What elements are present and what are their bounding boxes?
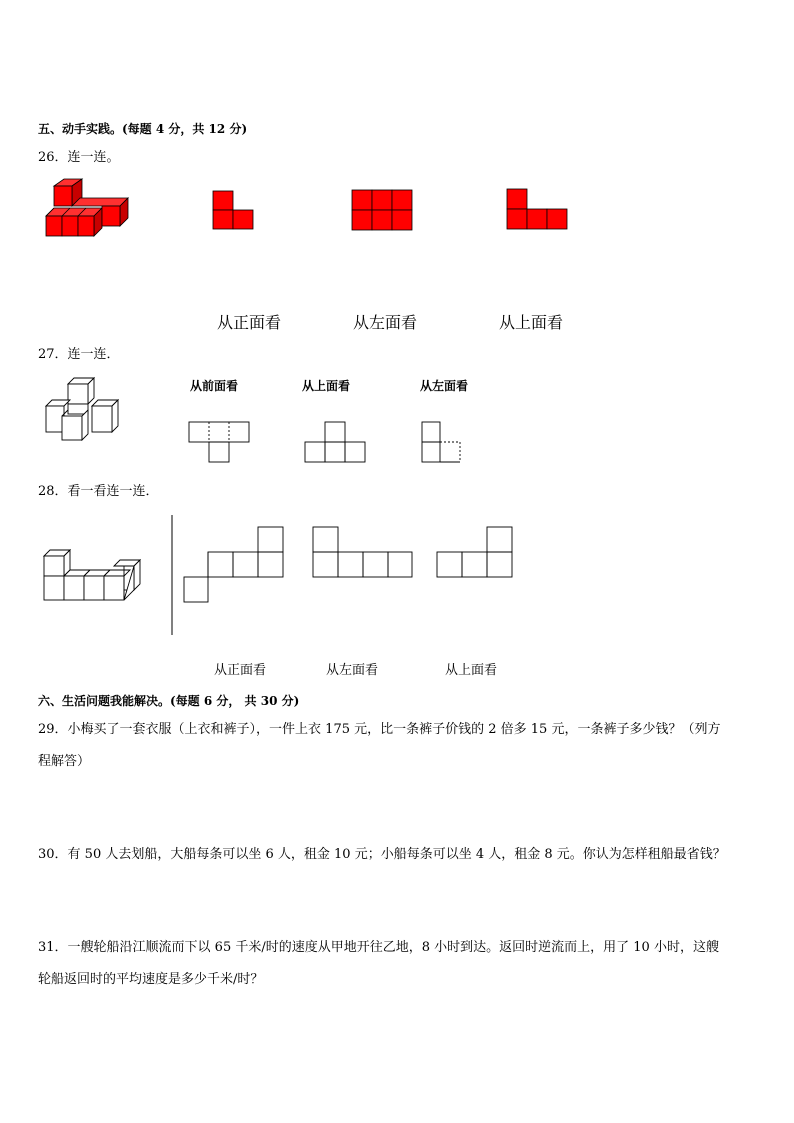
divider-line (171, 515, 173, 635)
red-view-l-shape-icon (212, 190, 254, 230)
q27-view-left: 从左面看 (420, 379, 469, 393)
section-5-title: 五、动手实践。(每题 4 分，共 12 分) (38, 122, 248, 136)
q27-view-front: 从前面看 (190, 379, 239, 393)
wireframe-cube-solid-icon (44, 376, 124, 442)
q28-view-left: 从左面看 (326, 663, 379, 678)
section-6-title: 六、生活问题我能解决。(每题 6 分， 共 30 分) (38, 694, 300, 708)
top-view-grid-icon (304, 421, 366, 463)
question-31-line1: 31．一艘轮船沿江顺流而下以 65 千米/时的速度从甲地开往乙地，8 小时到达。返回时逆流而上，用了 10 小时，这艘 (38, 940, 719, 955)
question-29-line1: 29．小梅买了一套衣服（上衣和裤子），一件上衣 175 元，比一条裤子价钱的 2 倍多 15 元，一条裤子多少钱？（列方 (38, 722, 721, 737)
view-step-grid-icon (436, 526, 514, 580)
red-view-l-horizontal-icon (506, 188, 568, 230)
q26-view-top: 从上面看 (499, 313, 564, 332)
q28-view-top: 从上面看 (445, 663, 498, 678)
front-view-grid-icon (188, 421, 250, 463)
left-view-grid-icon (421, 421, 463, 463)
question-27-label: 27．连一连． (38, 347, 120, 362)
q26-view-left: 从左面看 (353, 313, 418, 332)
question-28-label: 28．看一看连一连． (38, 484, 159, 499)
question-31-line2: 轮船返回时的平均速度是多少千米/时？ (38, 972, 264, 987)
q26-view-front: 从正面看 (217, 313, 282, 332)
red-view-2x3-grid-icon (351, 189, 413, 231)
q28-view-front: 从正面看 (214, 663, 267, 678)
view-row-grid-icon (312, 526, 414, 580)
wireframe-cube-row-icon (42, 548, 154, 604)
q27-view-top: 从上面看 (302, 379, 351, 393)
question-26-label: 26．连一连。 (38, 150, 120, 165)
question-29-line2: 程解答） (38, 754, 91, 769)
red-cube-solid-icon (44, 176, 128, 238)
view-stair-grid-icon (183, 526, 285, 604)
question-30: 30．有 50 人去划船，大船每条可以坐 6 人，租金 10 元；小船每条可以坐 4 人，租金 8 元。你认为怎样租船最省钱？ (38, 847, 726, 862)
